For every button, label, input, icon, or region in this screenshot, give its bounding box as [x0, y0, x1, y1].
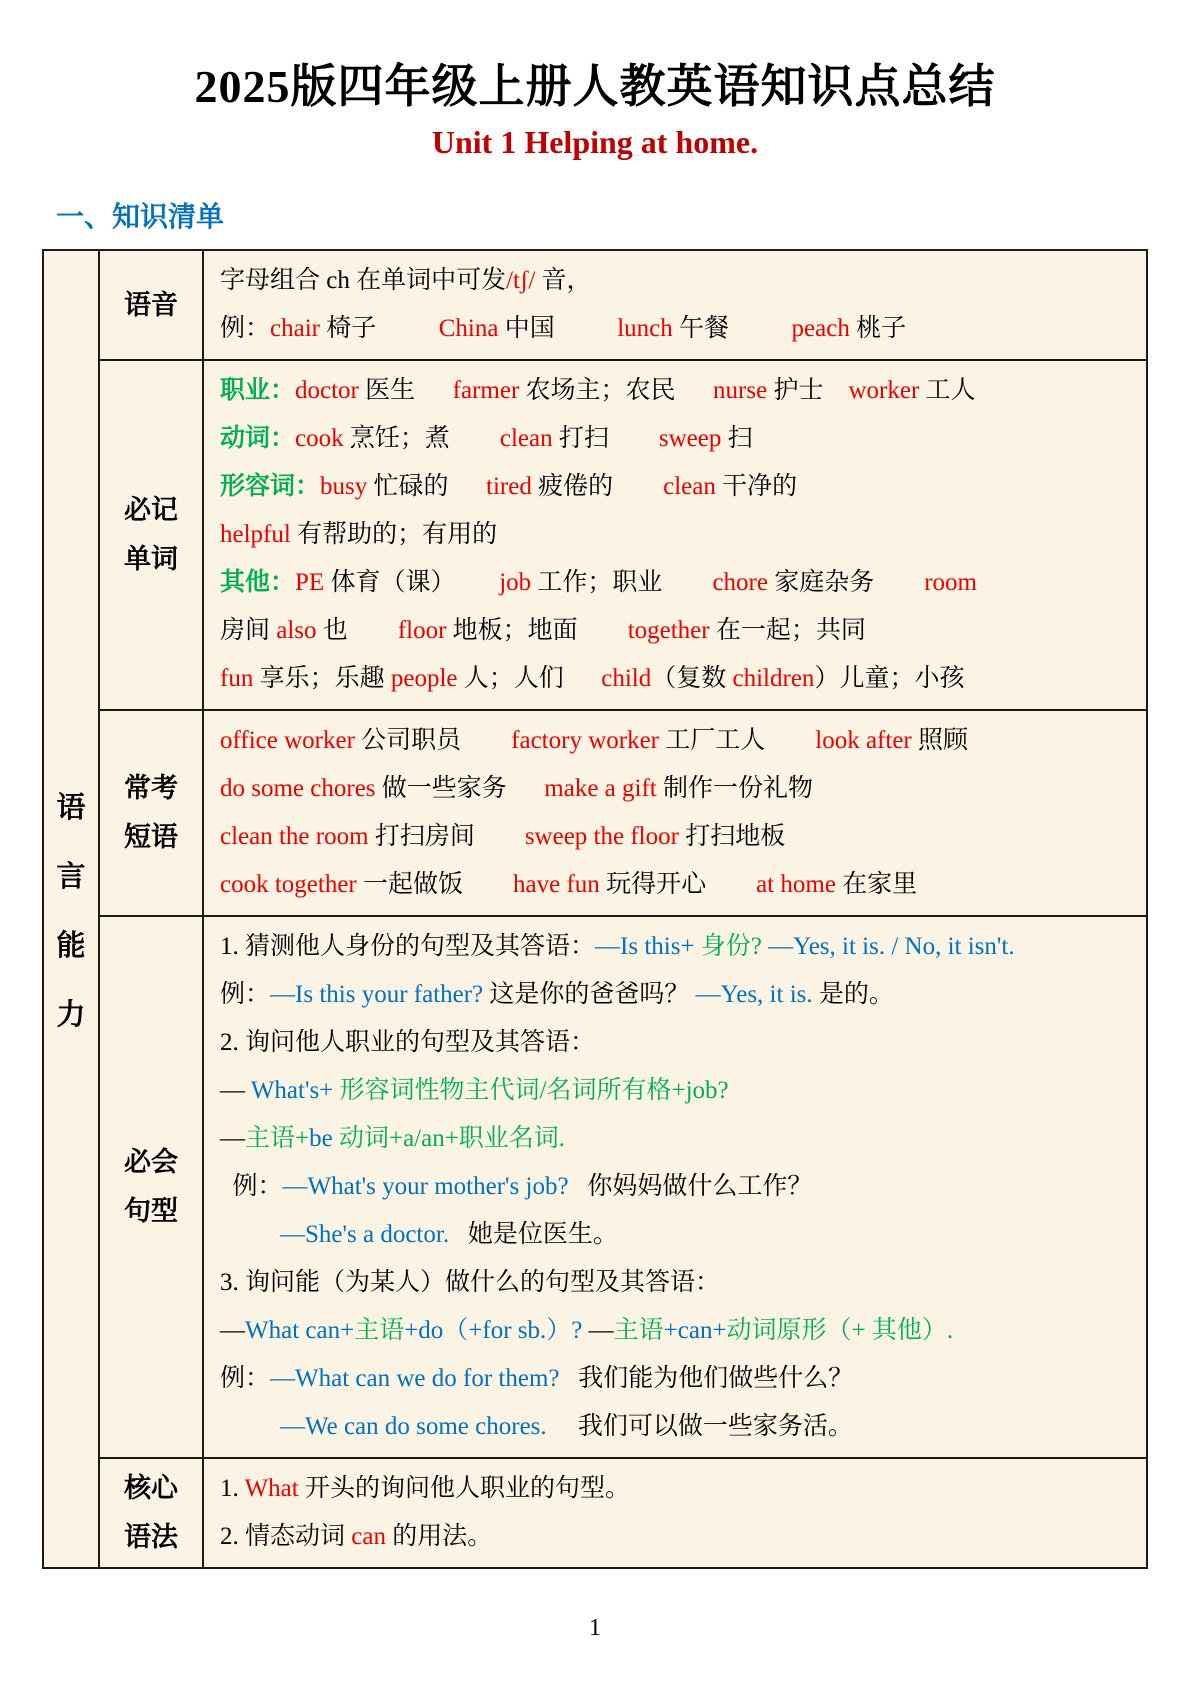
text-segment: 房间: [220, 617, 277, 644]
text-segment: busy: [320, 473, 368, 500]
text-segment: 医生: [358, 377, 416, 404]
text-segment: 她是位医生。: [455, 1221, 618, 1248]
text-segment: office worker: [220, 727, 355, 754]
text-segment: [564, 665, 602, 692]
page-title: 2025版四年级上册人教英语知识点总结: [194, 61, 996, 112]
content-line: [220, 1355, 1130, 1403]
text-segment: What: [244, 1475, 299, 1502]
content-line: [220, 1259, 1130, 1307]
text-segment: 职业：: [220, 377, 296, 404]
text-segment: 在一起；共同: [709, 617, 866, 644]
text-segment: people: [390, 665, 458, 692]
text-segment: [555, 315, 618, 342]
text-segment: 我们能为他们做些什么？: [565, 1365, 854, 1392]
text-segment: [676, 377, 714, 404]
text-segment: 一起做饭: [356, 871, 464, 898]
text-segment: 其他：: [220, 569, 296, 596]
text-segment: [461, 727, 511, 754]
text-segment: 护士: [767, 377, 824, 404]
text-segment: 打扫: [552, 425, 609, 452]
text-segment: 烹饪；煮: [343, 425, 450, 452]
text-segment: 例：: [220, 981, 271, 1008]
text-segment: —: [220, 1317, 245, 1344]
row-content: [203, 360, 1147, 710]
content-line: [220, 717, 1130, 765]
text-segment: What's+: [250, 1077, 340, 1104]
text-segment: clean the room: [220, 823, 369, 850]
text-segment: cook: [295, 425, 344, 452]
side-label-char: 言: [56, 861, 86, 893]
content-line: [220, 1163, 1130, 1211]
row-label-line: 必记: [124, 495, 178, 526]
row-label-line: 句型: [124, 1196, 178, 1226]
text-segment: —What's your mother's job?: [282, 1173, 575, 1200]
text-segment: 动词+a/an+职业名词.: [338, 1125, 566, 1152]
text-segment: 音，: [535, 267, 592, 294]
text-segment: [455, 569, 499, 596]
text-segment: 玩得开心: [599, 871, 707, 898]
text-segment: 工人: [919, 377, 976, 404]
content-line: [220, 367, 1130, 415]
row-label: [99, 710, 203, 916]
text-segment: together: [627, 617, 710, 644]
content-line: [220, 1115, 1130, 1163]
content-line: [220, 1403, 1130, 1451]
row-label-line: 语法: [124, 1522, 178, 1552]
text-segment: China: [438, 315, 499, 342]
row-label-line: 语音: [124, 289, 178, 320]
text-segment: 桃子: [849, 315, 907, 342]
text-segment: 1.: [220, 1475, 245, 1502]
text-segment: —Is this your father?: [270, 981, 490, 1008]
content-line: [220, 1465, 1130, 1513]
text-segment: do some chores: [220, 775, 376, 802]
text-segment: 开头的询问他人职业的句型。: [298, 1475, 630, 1502]
row-label: [99, 916, 203, 1458]
text-segment: job: [499, 569, 532, 596]
text-segment: 人；人们: [457, 665, 564, 692]
text-segment: （复数: [651, 665, 733, 692]
text-segment: children: [732, 665, 815, 692]
section-header-knowledge-list: 一、知识清单: [56, 202, 225, 233]
text-segment: 午餐: [672, 315, 730, 342]
text-segment: 动词原形（+ 其他）.: [726, 1317, 954, 1344]
table-row: [43, 1458, 1147, 1568]
text-segment: [874, 569, 924, 596]
row-label-line: 必会: [124, 1147, 178, 1178]
text-segment: 你妈妈做什么工作？: [574, 1173, 813, 1200]
row-content: [203, 916, 1147, 1458]
content-line: [220, 305, 1130, 353]
content-line: [220, 1307, 1130, 1355]
content-line: [220, 655, 1130, 703]
text-segment: look after: [815, 727, 912, 754]
table-row: [43, 916, 1147, 1458]
text-segment: —Yes, it is.: [695, 981, 819, 1008]
text-segment: worker: [848, 377, 920, 404]
content-line: [220, 463, 1130, 511]
text-segment: be: [309, 1125, 339, 1152]
row-content: [203, 250, 1147, 360]
text-segment: 地板；地面: [446, 617, 578, 644]
text-segment: —: [220, 1125, 245, 1152]
text-segment: +do（+for sb.）?: [404, 1317, 589, 1344]
text-segment: —Is this+: [595, 933, 701, 960]
text-segment: —: [220, 1077, 251, 1104]
text-segment: floor: [397, 617, 447, 644]
text-segment: 制作一份礼物: [656, 775, 814, 802]
text-segment: [729, 315, 792, 342]
text-segment: [765, 727, 815, 754]
text-segment: 例：: [220, 315, 271, 342]
side-label-language-ability: [43, 250, 99, 1568]
content-line: [220, 257, 1130, 305]
text-segment: 体育（课）: [324, 569, 456, 596]
text-segment: helpful: [220, 521, 291, 548]
text-segment: 动词：: [220, 425, 296, 452]
content-line: [220, 923, 1130, 971]
text-segment: lunch: [617, 315, 673, 342]
text-segment: [823, 377, 848, 404]
row-label: [99, 250, 203, 360]
text-segment: [463, 871, 513, 898]
table-row: [43, 360, 1147, 710]
text-segment: 扫: [721, 425, 753, 452]
text-segment: 照顾: [911, 727, 969, 754]
text-segment: nurse: [713, 377, 768, 404]
text-segment: —We can do some chores.: [280, 1413, 553, 1440]
row-label: [99, 1458, 203, 1568]
text-segment: can: [351, 1523, 386, 1550]
text-segment: 身份?: [700, 933, 769, 960]
text-segment: 在家里: [835, 871, 918, 898]
text-segment: 2. 询问他人职业的句型及其答语：: [220, 1029, 596, 1056]
text-segment: [662, 569, 712, 596]
text-segment: chair: [270, 315, 320, 342]
text-segment: 享乐；乐趣: [253, 665, 391, 692]
text-segment: +can+: [663, 1317, 727, 1344]
text-segment: [609, 425, 659, 452]
text-segment: 工厂工人: [659, 727, 766, 754]
text-segment: 形容词：: [220, 473, 321, 500]
text-segment: clean: [663, 473, 716, 500]
content-line: [220, 861, 1130, 909]
row-label-line: 短语: [124, 822, 178, 852]
row-label-line: 单词: [124, 544, 178, 574]
text-segment: also: [276, 617, 317, 644]
content-line: [220, 1067, 1130, 1115]
content-line: [220, 415, 1130, 463]
text-segment: 形容词性物主代词/名词所有格+job?: [339, 1077, 729, 1104]
text-segment: at home: [756, 871, 836, 898]
text-segment: —What can we do for them?: [270, 1365, 566, 1392]
text-segment: [507, 775, 545, 802]
text-segment: sweep the floor: [524, 823, 679, 850]
content-line: [220, 511, 1130, 559]
text-segment: room: [924, 569, 978, 596]
row-content: [203, 1458, 1147, 1568]
text-segment: 是的。: [818, 981, 894, 1008]
text-segment: 3. 询问能（为某人）做什么的句型及其答语：: [220, 1269, 721, 1296]
knowledge-table: [42, 249, 1148, 1569]
text-segment: 干净的: [715, 473, 798, 500]
text-segment: 工作；职业: [531, 569, 663, 596]
content-line: [220, 813, 1130, 861]
row-label-line: 常考: [124, 773, 178, 804]
text-segment: 忙碌的: [367, 473, 449, 500]
content-line: [220, 559, 1130, 607]
text-segment: 打扫房间: [368, 823, 475, 850]
text-segment: factory worker: [511, 727, 659, 754]
table-row: [43, 710, 1147, 916]
knowledge-table-body: [43, 250, 1147, 1568]
content-line: [220, 971, 1130, 1019]
content-line: [220, 1019, 1130, 1067]
text-segment: 我们可以做一些家务活。: [552, 1413, 853, 1440]
table-row: [43, 250, 1147, 360]
side-label-char: 能: [56, 930, 86, 962]
text-segment: 1. 猜测他人身份的句型及其答语：: [220, 933, 596, 960]
text-segment: 2. 情态动词: [220, 1523, 352, 1550]
text-segment: [706, 871, 756, 898]
text-segment: ）儿童；小孩: [814, 665, 965, 692]
text-segment: fun: [220, 665, 254, 692]
text-segment: make a gift: [544, 775, 657, 802]
text-segment: 这是你的爸爸吗？: [489, 981, 696, 1008]
text-segment: child: [601, 665, 652, 692]
text-segment: [415, 377, 453, 404]
text-segment: doctor: [295, 377, 359, 404]
text-segment: 农场主；农民: [519, 377, 676, 404]
text-segment: tired: [486, 473, 532, 500]
text-segment: chore: [712, 569, 768, 596]
text-segment: peach: [791, 315, 850, 342]
text-segment: What can+: [245, 1317, 355, 1344]
text-segment: 中国: [498, 315, 555, 342]
page-number: 1: [589, 1615, 601, 1641]
side-label-vertical-text: [45, 785, 97, 1033]
text-segment: [578, 617, 628, 644]
text-segment: 主语: [354, 1317, 405, 1344]
text-segment: cook together: [220, 871, 357, 898]
text-segment: have fun: [513, 871, 600, 898]
text-segment: 主语+: [245, 1125, 310, 1152]
text-segment: 例：: [232, 1173, 283, 1200]
content-line: [220, 1513, 1130, 1561]
text-segment: 家庭杂务: [767, 569, 875, 596]
side-label-char: 语: [56, 792, 86, 824]
text-segment: 疲倦的: [531, 473, 614, 500]
text-segment: —Yes, it is. / No, it isn't.: [768, 933, 1015, 960]
content-line: [220, 765, 1130, 813]
text-segment: clean: [499, 425, 553, 452]
text-segment: 打扫地板: [678, 823, 786, 850]
text-segment: 有帮助的；有用的: [290, 521, 498, 548]
text-segment: 做一些家务: [375, 775, 507, 802]
row-content: [203, 710, 1147, 916]
text-segment: 字母组合 ch 在单词中可发: [220, 267, 507, 294]
text-segment: /tʃ/: [506, 267, 536, 294]
text-segment: sweep: [658, 425, 722, 452]
text-segment: 也: [316, 617, 348, 644]
text-segment: [613, 473, 663, 500]
row-label-line: 核心: [124, 1473, 178, 1504]
text-segment: farmer: [452, 377, 520, 404]
text-segment: 主语: [613, 1317, 664, 1344]
text-segment: 例：: [220, 1365, 271, 1392]
text-segment: —She's a doctor.: [280, 1221, 456, 1248]
row-label: [99, 360, 203, 710]
text-segment: 公司职员: [354, 727, 462, 754]
text-segment: [449, 473, 487, 500]
text-segment: [450, 425, 500, 452]
text-segment: —: [588, 1317, 614, 1344]
text-segment: [348, 617, 398, 644]
content-line: [220, 1211, 1130, 1259]
text-segment: 的用法。: [385, 1523, 493, 1550]
text-segment: 椅子: [319, 315, 377, 342]
unit-subtitle: Unit 1 Helping at home.: [431, 124, 759, 160]
content-line: [220, 607, 1130, 655]
text-segment: [475, 823, 525, 850]
text-segment: [376, 315, 439, 342]
text-segment: PE: [295, 569, 325, 596]
side-label-char: 力: [56, 999, 86, 1031]
